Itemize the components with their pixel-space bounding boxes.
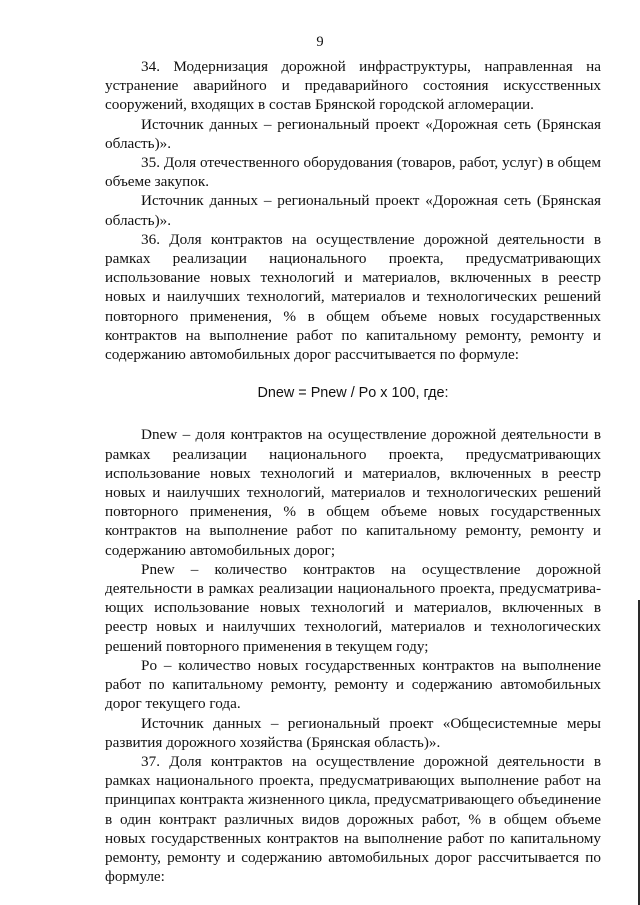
paragraph-item-35: 35. Доля отечественного оборудования (товаров, работ, услуг) в общем объеме закупок. [105, 154, 601, 191]
definition-dnew: Dnew – доля контрактов на осуществление дорожной деятельности в рамках реализации национального проекта, предусматривающих использование новых технологий и материалов, включенных в реестр новых и наилучших технологий, материалов и технологических решений повторного применения, % в общем объеме новых государственных контрактов на выполнение работ по капитальному ремонту, ремонту и содержанию автомобильных дорог; [105, 426, 601, 559]
formula: Dnew = Pnew / Po x 100, где: [257, 385, 449, 402]
paragraph-source-36: Источник данных – региональный проект «Общесистемные меры развития дорожного хозяйства (Брянская область)». [105, 714, 601, 751]
paragraph-source-34: Источник данных – региональный проект «Дорожная сеть (Брянская область)». [105, 115, 601, 152]
definition-po: Po – количество новых государственных контрактов на выполнение работ по капитальному ремонту, ремонту и содержанию автомобильных дорог текущего года. [105, 656, 601, 713]
paragraph-source-35: Источник данных – региональный проект «Дорожная сеть (Брянская область)». [105, 192, 601, 229]
paragraph-item-34: 34. Модернизация дорожной инфраструктуры, направленная на устранение аварийного и предаварийного состояния искусственных сооружений, входящих в состав Брянской городской агломерации. [105, 58, 601, 114]
paragraph-item-37: 37. Доля контрактов на осуществление дорожной деятельности в рамках национального проекта, предусматривающих выполнение работ на принципах контракта жизненного цикла, предусматривающего объединение в один контракт различных видов дорожных работ, % в общем объеме новых государственных контрактов на выполнение работ по капитальному ремонту, ремонту и содержанию автомобильных дорог рассчитывается по формуле: [105, 752, 601, 886]
page-number: 9 [316, 34, 324, 50]
document-body [105, 57, 601, 886]
paragraph-item-36: 36. Доля контрактов на осуществление дорожной деятельности в рамках реализации национального проекта, предусматривающих использование новых технологий и материалов, включенных в реестр новых и наилучших технологий, материалов и технологических решений повторного применения, % в общем объеме новых государственных контрактов на выполнение работ по капитальному ремонту, ремонту и содержанию автомобильных дорог рассчитывается по формуле: [105, 230, 601, 364]
definition-pnew: Pnew – количество контрактов на осуществление дорожной деятельности в рамках реализации национального проекта, предусматривающих использование новых технологий и материалов, включенных в реестр новых и наилучших технологий, материалов и технологических решений повторного применения в текущем году; [105, 560, 601, 655]
